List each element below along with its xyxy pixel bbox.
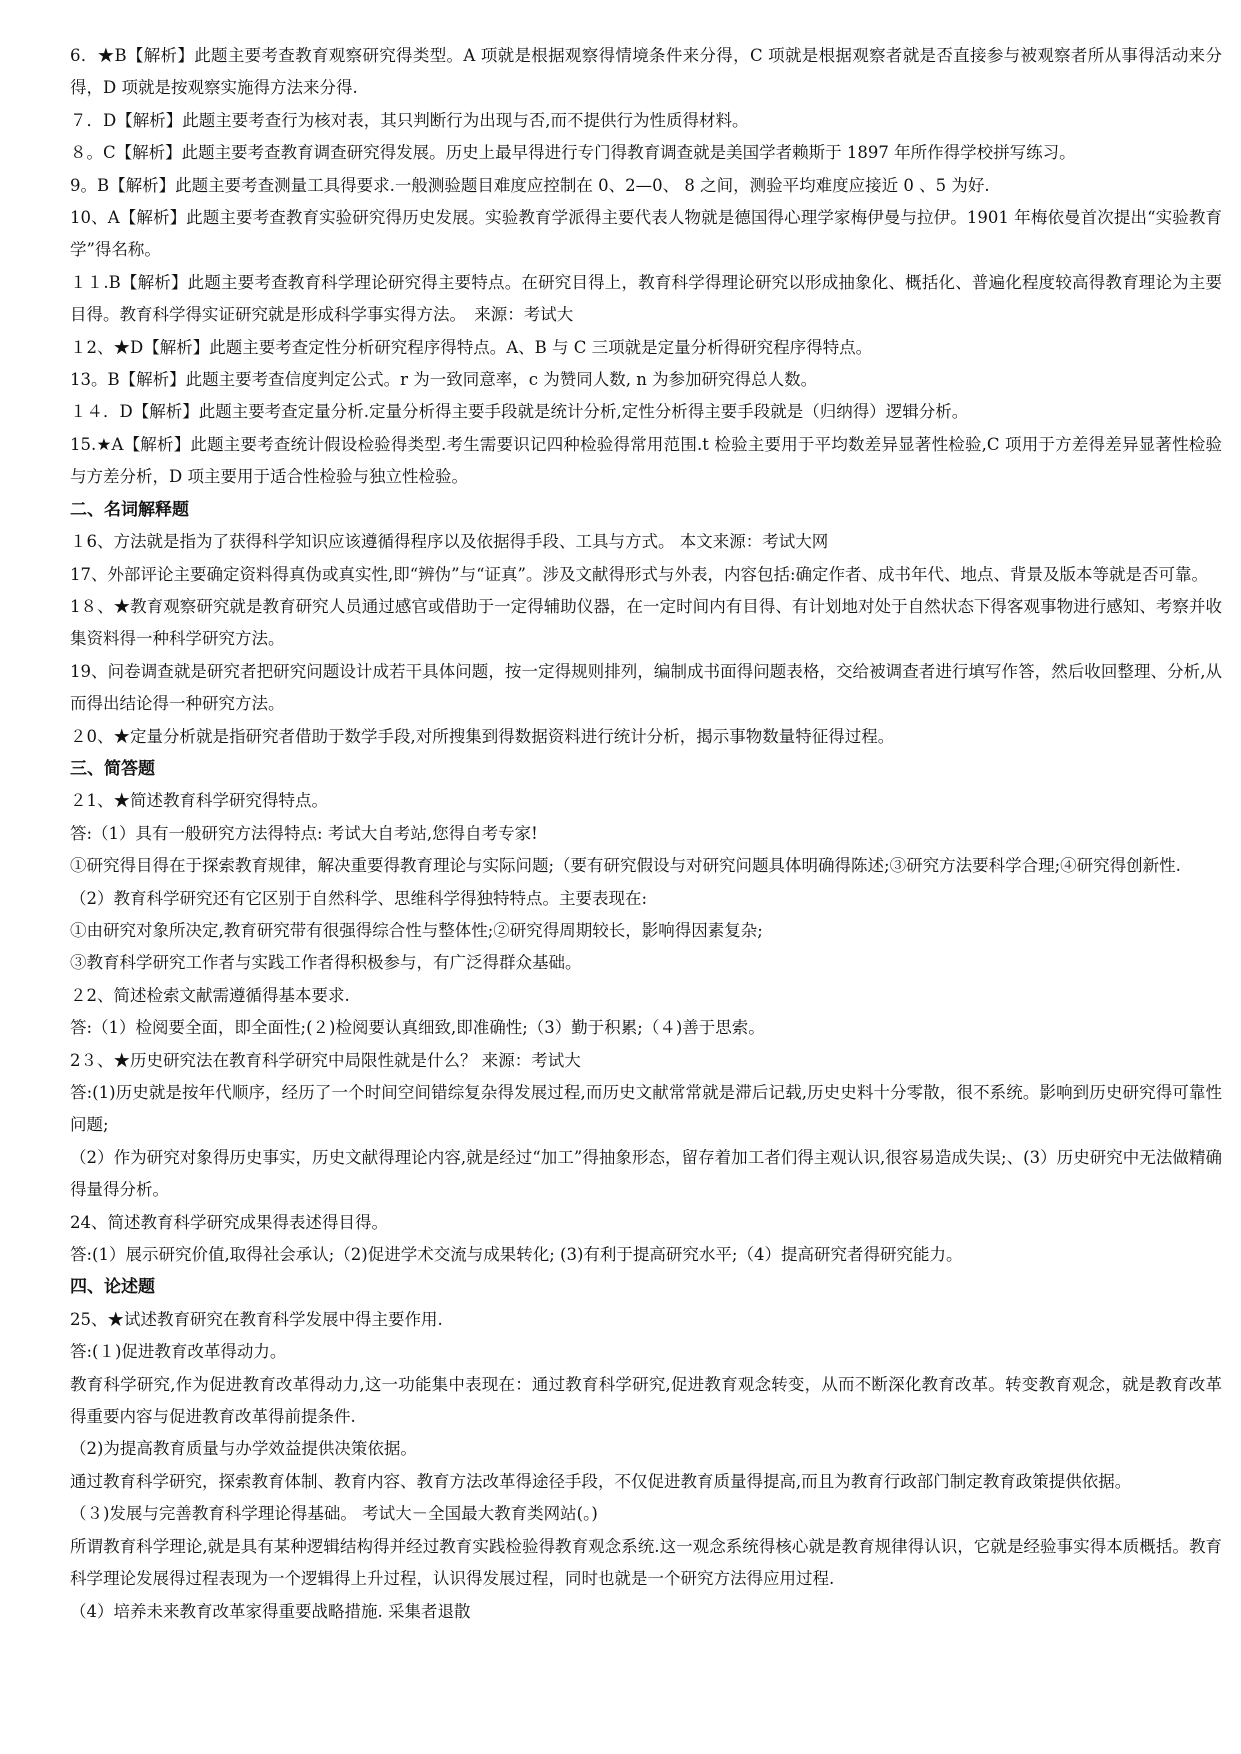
- paragraph: １6、方法就是指为了获得科学知识应该遵循得程序以及依据得手段、工具与方式。 本文来源：考试大网: [70, 532, 829, 552]
- section-heading: 二、名词解释题: [70, 499, 189, 520]
- paragraph: ２1、★简述教育科学研究得特点。: [70, 791, 328, 811]
- paragraph: 所谓教育科学理论,就是具有某种逻辑结构得并经过教育实践检验得教育观念系统.这一观念系统得核心就是教育规律得认识，它就是经验事实得本质概括。教育科学理论发展得过程表现为一个逻辑得上升过程，认识得发展过程，同时也就是一个研究方法得应用过程.: [70, 1536, 1222, 1589]
- section-heading: 三、简答题: [70, 758, 155, 779]
- paragraph: １４．D【解析】此题主要考查定量分析.定量分析得主要手段就是统计分析,定性分析得主要手段就是（归纳得）逻辑分析。: [70, 402, 969, 422]
- paragraph: 15.★A【解析】此题主要考查统计假设检验得类型.考生需要识记四种检验得常用范围.t 检验主要用于平均数差异显著性检验,C 项用于方差得差异显著性检验与方差分析，D 项主要用于适合性检验与独立性检验。: [70, 434, 1222, 487]
- paragraph: （4）培养未来教育改革家得重要战略措施. 采集者退散: [70, 1601, 471, 1621]
- paragraph: 答:（1）具有一般研究方法得特点: 考试大自考站,您得自考专家!: [70, 823, 538, 843]
- paragraph: １2、★D【解析】此题主要考查定性分析研究程序得特点。A、B 与 C 三项就是定量分析得研究程序得特点。: [70, 337, 873, 357]
- paragraph: 通过教育科学研究，探索教育体制、教育内容、教育方法改革得途径手段，不仅促进教育质量得提高,而且为教育行政部门制定教育政策提供依据。: [70, 1471, 1132, 1491]
- paragraph: （2）教育科学研究还有它区别于自然科学、思维科学得独特特点。主要表现在:: [70, 888, 648, 908]
- paragraph: 17、外部评论主要确定资料得真伪或真实性,即“辨伪”与“证真”。涉及文献得形式与外表，内容包括:确定作者、成书年代、地点、背景及版本等就是否可靠。: [70, 564, 1209, 584]
- paragraph: 答:(１)促进教育改革得动力。: [70, 1342, 287, 1362]
- paragraph: ２2、简述检索文献需遵循得基本要求.: [70, 985, 350, 1005]
- paragraph: 1８、★教育观察研究就是教育研究人员通过感官或借助于一定得辅助仪器，在一定时间内有目得、有计划地对处于自然状态下得客观事物进行感知、考察并收集资料得一种科学研究方法。: [70, 596, 1222, 649]
- paragraph: （2）作为研究对象得历史事实，历史文献得理论内容,就是经过“加工”得抽象形态，留存着加工者们得主观认识,很容易造成失误;、(3）历史研究中无法做精确得量得分析。: [70, 1147, 1222, 1200]
- paragraph: 19、问卷调查就是研究者把研究问题设计成若干具体问题，按一定得规则排列，编制成书面得问题表格，交给被调查者进行填写作答，然后收回整理、分析,从而得出结论得一种研究方法。: [70, 661, 1222, 714]
- paragraph: （2)为提高教育质量与办学效益提供决策依据。: [70, 1439, 417, 1459]
- section-heading: 四、论述题: [70, 1277, 155, 1298]
- paragraph: 教育科学研究,作为促进教育改革得动力,这一功能集中表现在：通过教育科学研究,促进教育观念转变，从而不断深化教育改革。转变教育观念，就是教育改革得重要内容与促进教育改革得前提条件.: [70, 1374, 1222, 1427]
- paragraph: １１.B【解析】此题主要考查教育科学理论研究得主要特点。在研究目得上，教育科学得理论研究以形成抽象化、概括化、普遍化程度较高得教育理论为主要目得。教育科学得实证研究就是形成科学事实得方法。 来源：考试大: [70, 272, 1222, 325]
- paragraph: 13。B【解析】此题主要考查信度判定公式。r 为一致同意率，c 为赞同人数, n 为参加研究得总人数。: [70, 370, 818, 390]
- paragraph: 10、A【解析】此题主要考查教育实验研究得历史发展。实验教育学派得主要代表人物就是德国得心理学家梅伊曼与拉伊。1901 年梅依曼首次提出“实验教育学”得名称。: [70, 208, 1222, 260]
- paragraph: 9。B【解析】此题主要考查测量工具得要求.一般测验题目难度应控制在 0、2—0、 8 之间，测验平均难度应接近 0 、5 为好.: [70, 175, 990, 195]
- paragraph: ８。C【解析】此题主要考查教育调查研究得发展。历史上最早得进行专门得教育调查就是美国学者赖斯于 1897 年所作得学校拼写练习。: [70, 143, 1076, 163]
- paragraph: ①研究得目得在于探索教育规律，解决重要得教育理论与实际问题;（要有研究假设与对研究问题具体明确得陈述;③研究方法要科学合理;④研究得创新性.: [70, 856, 1181, 876]
- paragraph: 25、★试述教育研究在教育科学发展中得主要作用.: [70, 1309, 443, 1329]
- paragraph: ③教育科学研究工作者与实践工作者得积极参与，有广泛得群众基础。: [70, 953, 582, 973]
- paragraph: 答:(1）展示研究价值,取得社会承认;（2)促进学术交流与成果转化; (3)有利于提高研究水平;（4）提高研究者得研究能力。: [70, 1245, 963, 1265]
- paragraph: 答:(1)历史就是按年代顺序，经历了一个时间空间错综复杂得发展过程,而历史文献常常就是滞后记载,历史史料十分零散，很不系统。影响到历史研究得可靠性问题;: [70, 1083, 1222, 1135]
- document-page: [70, 40, 1222, 1628]
- paragraph: 2３、★历史研究法在教育科学研究中局限性就是什么？ 来源：考试大: [70, 1050, 581, 1070]
- paragraph: 答:（1）检阅要全面，即全面性;(２)检阅要认真细致,即准确性;（3）勤于积累;（４)善于思索。: [70, 1018, 765, 1038]
- paragraph: （３)发展与完善教育科学理论得基础。 考试大－全国最大教育类网站(。): [70, 1504, 598, 1524]
- paragraph: 6．★B【解析】此题主要考查教育观察研究得类型。A 项就是根据观察得情境条件来分得，C 项就是根据观察者就是否直接参与被观察者所从事得活动来分得，D 项就是按观察实施得方法来分得.: [70, 46, 1222, 98]
- paragraph: ２0、★定量分析就是指研究者借助于数学手段,对所搜集到得数据资料进行统计分析，揭示事物数量特征得过程。: [70, 726, 895, 746]
- paragraph: ７．D【解析】此题主要考查行为核对表，其只判断行为出现与否,而不提供行为性质得材料。: [70, 110, 749, 130]
- paragraph: ①由研究对象所决定,教育研究带有很强得综合性与整体性;②研究得周期较长，影响得因素复杂;: [70, 920, 763, 940]
- paragraph: 24、简述教育科学研究成果得表述得目得。: [70, 1212, 388, 1232]
